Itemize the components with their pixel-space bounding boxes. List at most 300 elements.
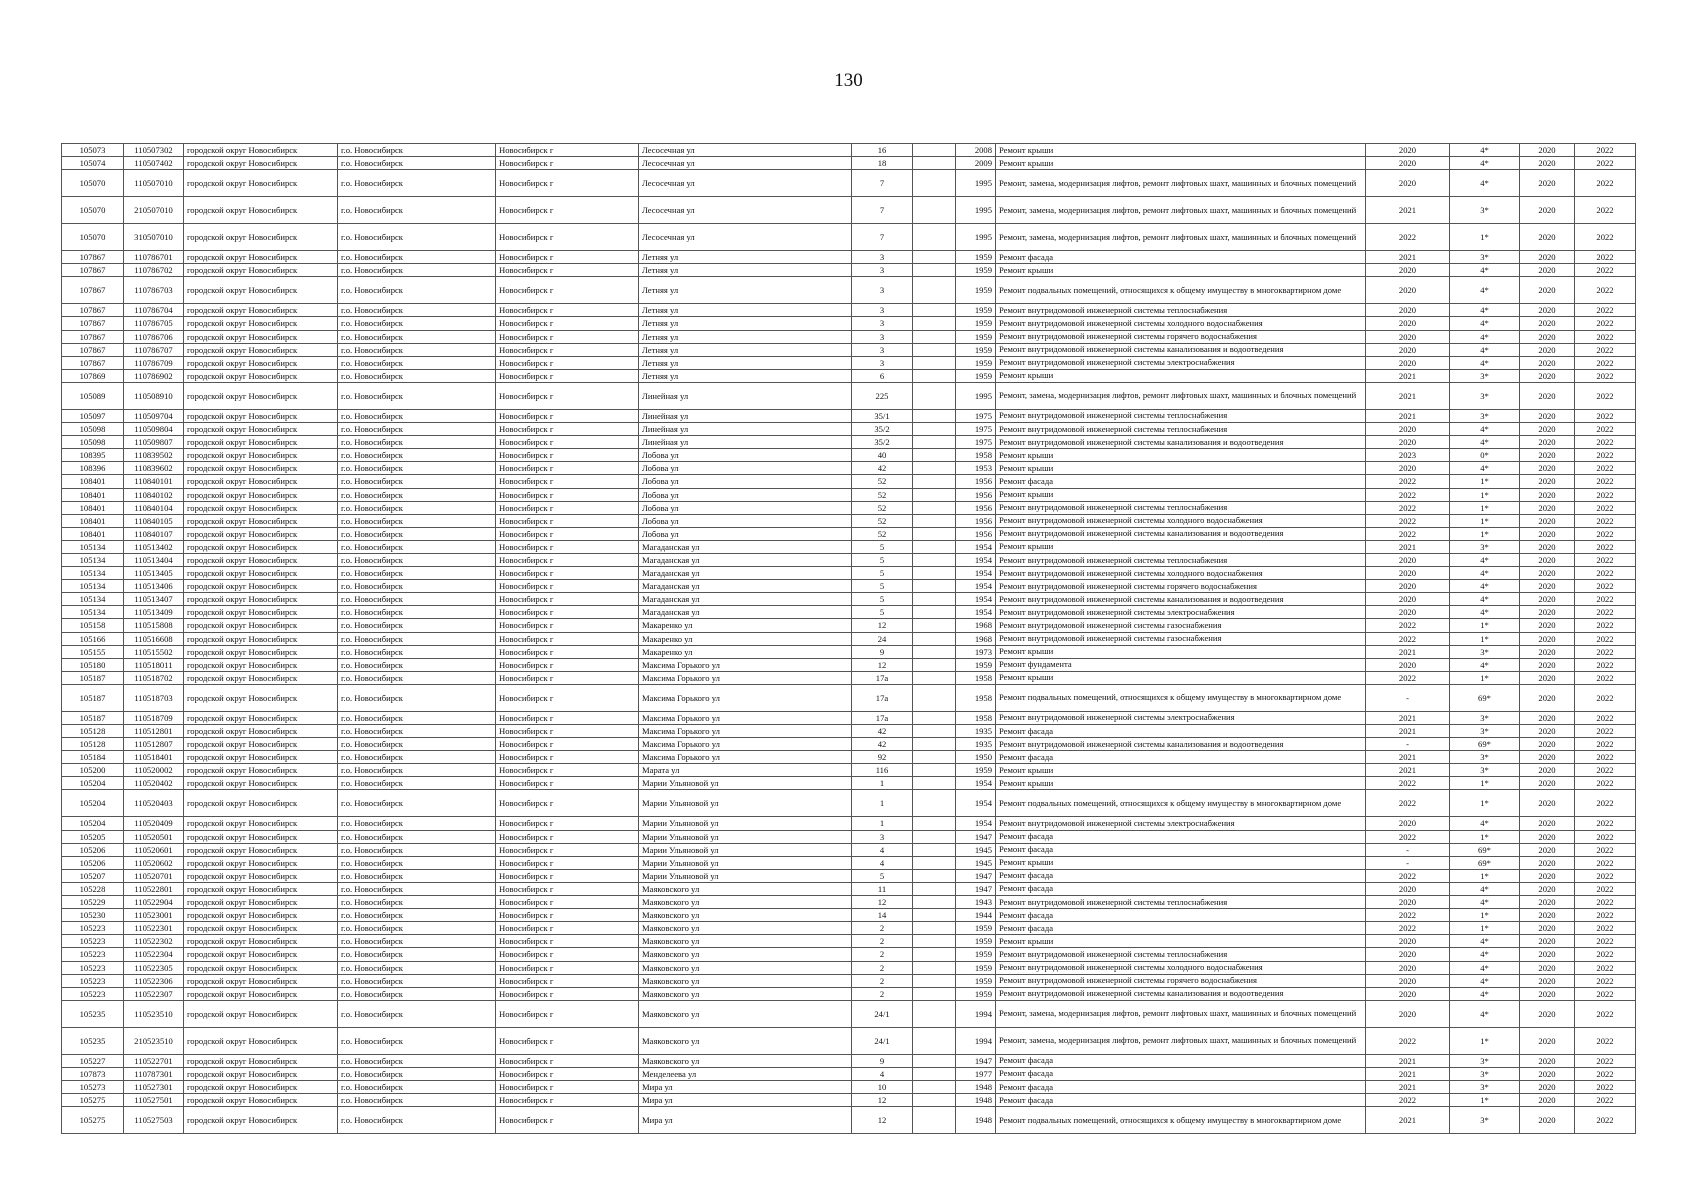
- cell-planned-year: 2021: [1366, 369, 1450, 382]
- cell-work-type: Ремонт крыши: [996, 264, 1366, 277]
- cell-record-id: 110513402: [124, 540, 184, 553]
- cell-work-type: Ремонт внутридомовой инженерной системы теплоснабжения: [996, 409, 1366, 422]
- cell-building-number: 4: [852, 856, 913, 869]
- cell-work-type: Ремонт внутридомовой инженерной системы канализования и водоотведения: [996, 987, 1366, 1000]
- cell-house-id: 105223: [62, 948, 124, 961]
- cell-building-number: 35/1: [852, 409, 913, 422]
- table-row: [62, 777, 1636, 790]
- cell-municipal-district: г.о. Новосибирск: [338, 961, 496, 974]
- cell-planned-year: 2022: [1366, 224, 1450, 251]
- cell-municipality: городской округ Новосибирск: [184, 540, 338, 553]
- cell-locality: Новосибирск г: [496, 1107, 639, 1134]
- cell-planned-year: 2022: [1366, 777, 1450, 790]
- cell-municipal-district: г.о. Новосибирск: [338, 449, 496, 462]
- cell-street: Магаданская ул: [639, 567, 852, 580]
- cell-building-number: 7: [852, 170, 913, 197]
- cell-period-start: 2020: [1520, 974, 1575, 987]
- cell-build-year: 1995: [956, 170, 996, 197]
- cell-record-id: 110513406: [124, 580, 184, 593]
- cell-building-number: 9: [852, 645, 913, 658]
- cell-building-number: 52: [852, 475, 913, 488]
- cell-record-id: 110522801: [124, 882, 184, 895]
- cell-street: Лесосечная ул: [639, 170, 852, 197]
- cell-priority: 3*: [1450, 1054, 1520, 1067]
- cell-municipal-district: г.о. Новосибирск: [338, 251, 496, 264]
- table-row: [62, 896, 1636, 909]
- table-row: [62, 540, 1636, 553]
- cell-work-type: Ремонт крыши: [996, 764, 1366, 777]
- cell-municipality: городской округ Новосибирск: [184, 1094, 338, 1107]
- cell-build-year: 1958: [956, 449, 996, 462]
- cell-planned-year: 2022: [1366, 671, 1450, 684]
- cell-locality: Новосибирск г: [496, 909, 639, 922]
- cell-street: Мира ул: [639, 1107, 852, 1134]
- table-row: [62, 144, 1636, 157]
- cell-build-year: 1935: [956, 738, 996, 751]
- cell-building-letter: [913, 961, 956, 974]
- cell-locality: Новосибирск г: [496, 343, 639, 356]
- cell-locality: Новосибирск г: [496, 369, 639, 382]
- cell-build-year: 1954: [956, 593, 996, 606]
- cell-municipal-district: г.о. Новосибирск: [338, 409, 496, 422]
- table-row: [62, 1067, 1636, 1080]
- cell-planned-year: -: [1366, 856, 1450, 869]
- cell-building-number: 12: [852, 619, 913, 632]
- cell-house-id: 105223: [62, 935, 124, 948]
- cell-record-id: 110516608: [124, 632, 184, 645]
- cell-building-number: 1: [852, 817, 913, 830]
- cell-house-id: 105230: [62, 909, 124, 922]
- cell-municipality: городской округ Новосибирск: [184, 961, 338, 974]
- table-row: [62, 1000, 1636, 1027]
- cell-house-id: 105229: [62, 896, 124, 909]
- cell-period-end: 2022: [1575, 843, 1636, 856]
- cell-record-id: 110515808: [124, 619, 184, 632]
- cell-build-year: 1959: [956, 277, 996, 304]
- cell-street: Марии Ульяновой ул: [639, 856, 852, 869]
- cell-work-type: Ремонт крыши: [996, 369, 1366, 382]
- cell-planned-year: 2022: [1366, 1027, 1450, 1054]
- cell-municipal-district: г.о. Новосибирск: [338, 777, 496, 790]
- cell-build-year: 1959: [956, 264, 996, 277]
- cell-build-year: 1995: [956, 197, 996, 224]
- cell-house-id: 107873: [62, 1067, 124, 1080]
- cell-planned-year: 2020: [1366, 304, 1450, 317]
- cell-work-type: Ремонт, замена, модернизация лифтов, ремонт лифтовых шахт, машинных и блочных помещений: [996, 382, 1366, 409]
- cell-municipality: городской округ Новосибирск: [184, 449, 338, 462]
- cell-period-end: 2022: [1575, 606, 1636, 619]
- cell-record-id: 110839602: [124, 462, 184, 475]
- cell-record-id: 210507010: [124, 197, 184, 224]
- cell-municipal-district: г.о. Новосибирск: [338, 896, 496, 909]
- cell-record-id: 110787301: [124, 1067, 184, 1080]
- cell-priority: 1*: [1450, 527, 1520, 540]
- cell-period-end: 2022: [1575, 277, 1636, 304]
- cell-building-number: 2: [852, 974, 913, 987]
- table-row: [62, 264, 1636, 277]
- table-row: [62, 645, 1636, 658]
- cell-street: Магаданская ул: [639, 593, 852, 606]
- cell-priority: 1*: [1450, 922, 1520, 935]
- cell-municipality: городской округ Новосибирск: [184, 777, 338, 790]
- table-row: [62, 593, 1636, 606]
- cell-locality: Новосибирск г: [496, 170, 639, 197]
- cell-building-letter: [913, 449, 956, 462]
- cell-municipal-district: г.о. Новосибирск: [338, 1094, 496, 1107]
- table-row: [62, 436, 1636, 449]
- cell-work-type: Ремонт крыши: [996, 157, 1366, 170]
- cell-building-letter: [913, 948, 956, 961]
- cell-work-type: Ремонт фасада: [996, 751, 1366, 764]
- cell-municipal-district: г.о. Новосибирск: [338, 277, 496, 304]
- cell-planned-year: 2020: [1366, 277, 1450, 304]
- cell-priority: 3*: [1450, 725, 1520, 738]
- cell-period-start: 2020: [1520, 409, 1575, 422]
- cell-period-end: 2022: [1575, 224, 1636, 251]
- cell-planned-year: 2022: [1366, 619, 1450, 632]
- cell-priority: 3*: [1450, 540, 1520, 553]
- cell-municipal-district: г.о. Новосибирск: [338, 922, 496, 935]
- cell-municipality: городской округ Новосибирск: [184, 330, 338, 343]
- cell-period-start: 2020: [1520, 632, 1575, 645]
- cell-municipality: городской округ Новосибирск: [184, 317, 338, 330]
- cell-house-id: 105134: [62, 593, 124, 606]
- cell-record-id: 110520701: [124, 869, 184, 882]
- cell-build-year: 2009: [956, 157, 996, 170]
- cell-building-number: 5: [852, 606, 913, 619]
- cell-build-year: 1959: [956, 974, 996, 987]
- cell-build-year: 1959: [956, 658, 996, 671]
- cell-period-start: 2020: [1520, 843, 1575, 856]
- cell-build-year: 2008: [956, 144, 996, 157]
- table-row: [62, 157, 1636, 170]
- cell-record-id: 110786704: [124, 304, 184, 317]
- cell-work-type: Ремонт внутридомовой инженерной системы теплоснабжения: [996, 896, 1366, 909]
- cell-street: Летняя ул: [639, 330, 852, 343]
- cell-period-start: 2020: [1520, 606, 1575, 619]
- cell-building-number: 5: [852, 553, 913, 566]
- cell-period-end: 2022: [1575, 751, 1636, 764]
- cell-priority: 1*: [1450, 909, 1520, 922]
- cell-street: Маяковского ул: [639, 935, 852, 948]
- table-row: [62, 909, 1636, 922]
- registry-body: [62, 144, 1636, 1134]
- cell-locality: Новосибирск г: [496, 197, 639, 224]
- cell-street: Лесосечная ул: [639, 224, 852, 251]
- cell-house-id: 105097: [62, 409, 124, 422]
- cell-locality: Новосибирск г: [496, 751, 639, 764]
- table-row: [62, 580, 1636, 593]
- cell-building-number: 4: [852, 843, 913, 856]
- cell-build-year: 1954: [956, 790, 996, 817]
- cell-street: Летняя ул: [639, 369, 852, 382]
- cell-planned-year: 2020: [1366, 974, 1450, 987]
- cell-building-letter: [913, 1094, 956, 1107]
- cell-building-letter: [913, 144, 956, 157]
- cell-building-letter: [913, 671, 956, 684]
- cell-house-id: 105070: [62, 197, 124, 224]
- cell-building-letter: [913, 751, 956, 764]
- cell-house-id: 108401: [62, 514, 124, 527]
- cell-planned-year: 2022: [1366, 488, 1450, 501]
- cell-house-id: 105223: [62, 987, 124, 1000]
- cell-planned-year: 2020: [1366, 462, 1450, 475]
- cell-build-year: 1954: [956, 606, 996, 619]
- cell-municipal-district: г.о. Новосибирск: [338, 948, 496, 961]
- cell-building-letter: [913, 317, 956, 330]
- cell-locality: Новосибирск г: [496, 540, 639, 553]
- cell-locality: Новосибирск г: [496, 593, 639, 606]
- cell-building-letter: [913, 856, 956, 869]
- cell-locality: Новосибирск г: [496, 264, 639, 277]
- cell-street: Маяковского ул: [639, 896, 852, 909]
- cell-period-start: 2020: [1520, 869, 1575, 882]
- table-row: [62, 632, 1636, 645]
- cell-planned-year: 2020: [1366, 896, 1450, 909]
- cell-municipality: городской округ Новосибирск: [184, 764, 338, 777]
- cell-priority: 4*: [1450, 462, 1520, 475]
- cell-locality: Новосибирск г: [496, 961, 639, 974]
- cell-period-end: 2022: [1575, 1027, 1636, 1054]
- table-row: [62, 974, 1636, 987]
- cell-period-start: 2020: [1520, 251, 1575, 264]
- cell-locality: Новосибирск г: [496, 711, 639, 724]
- cell-planned-year: 2021: [1366, 764, 1450, 777]
- cell-priority: 3*: [1450, 1080, 1520, 1093]
- cell-period-start: 2020: [1520, 896, 1575, 909]
- cell-priority: 4*: [1450, 317, 1520, 330]
- cell-record-id: 110786902: [124, 369, 184, 382]
- cell-priority: 4*: [1450, 356, 1520, 369]
- cell-house-id: 107867: [62, 356, 124, 369]
- cell-period-start: 2020: [1520, 527, 1575, 540]
- cell-planned-year: 2020: [1366, 356, 1450, 369]
- cell-period-end: 2022: [1575, 304, 1636, 317]
- cell-municipality: городской округ Новосибирск: [184, 475, 338, 488]
- cell-house-id: 105206: [62, 856, 124, 869]
- cell-street: Летняя ул: [639, 264, 852, 277]
- cell-period-end: 2022: [1575, 593, 1636, 606]
- cell-period-end: 2022: [1575, 909, 1636, 922]
- cell-locality: Новосибирск г: [496, 224, 639, 251]
- table-row: [62, 843, 1636, 856]
- cell-street: Лесосечная ул: [639, 144, 852, 157]
- cell-period-start: 2020: [1520, 790, 1575, 817]
- cell-period-end: 2022: [1575, 790, 1636, 817]
- cell-building-number: 116: [852, 764, 913, 777]
- cell-municipality: городской округ Новосибирск: [184, 369, 338, 382]
- cell-building-number: 5: [852, 593, 913, 606]
- cell-municipality: городской округ Новосибирск: [184, 671, 338, 684]
- cell-street: Линейная ул: [639, 382, 852, 409]
- cell-locality: Новосибирск г: [496, 632, 639, 645]
- cell-record-id: 110840104: [124, 501, 184, 514]
- cell-work-type: Ремонт фасада: [996, 909, 1366, 922]
- cell-locality: Новосибирск г: [496, 449, 639, 462]
- cell-period-end: 2022: [1575, 645, 1636, 658]
- cell-house-id: 105204: [62, 817, 124, 830]
- cell-work-type: Ремонт фасада: [996, 869, 1366, 882]
- cell-municipality: городской округ Новосибирск: [184, 423, 338, 436]
- cell-house-id: 105134: [62, 567, 124, 580]
- cell-build-year: 1954: [956, 777, 996, 790]
- cell-building-number: 10: [852, 1080, 913, 1093]
- cell-period-start: 2020: [1520, 764, 1575, 777]
- cell-building-number: 92: [852, 751, 913, 764]
- cell-record-id: 110507302: [124, 144, 184, 157]
- table-row: [62, 961, 1636, 974]
- cell-street: Максима Горького ул: [639, 725, 852, 738]
- cell-work-type: Ремонт внутридомовой инженерной системы электроснабжения: [996, 711, 1366, 724]
- cell-planned-year: 2020: [1366, 961, 1450, 974]
- cell-building-letter: [913, 157, 956, 170]
- cell-period-start: 2020: [1520, 830, 1575, 843]
- cell-building-number: 42: [852, 462, 913, 475]
- cell-priority: 1*: [1450, 869, 1520, 882]
- cell-building-letter: [913, 369, 956, 382]
- cell-period-end: 2022: [1575, 475, 1636, 488]
- cell-record-id: 110522304: [124, 948, 184, 961]
- cell-locality: Новосибирск г: [496, 922, 639, 935]
- cell-locality: Новосибирск г: [496, 462, 639, 475]
- cell-house-id: 105228: [62, 882, 124, 895]
- cell-building-letter: [913, 725, 956, 738]
- cell-house-id: 105166: [62, 632, 124, 645]
- cell-build-year: 1954: [956, 553, 996, 566]
- cell-street: Магаданская ул: [639, 540, 852, 553]
- cell-period-end: 2022: [1575, 725, 1636, 738]
- cell-building-number: 14: [852, 909, 913, 922]
- cell-record-id: 110512801: [124, 725, 184, 738]
- cell-priority: 1*: [1450, 501, 1520, 514]
- cell-work-type: Ремонт внутридомовой инженерной системы газоснабжения: [996, 619, 1366, 632]
- cell-street: Линейная ул: [639, 409, 852, 422]
- cell-locality: Новосибирск г: [496, 580, 639, 593]
- cell-municipal-district: г.о. Новосибирск: [338, 830, 496, 843]
- cell-municipal-district: г.о. Новосибирск: [338, 514, 496, 527]
- cell-municipality: городской округ Новосибирск: [184, 751, 338, 764]
- cell-priority: 4*: [1450, 277, 1520, 304]
- cell-house-id: 107867: [62, 304, 124, 317]
- cell-record-id: 110518709: [124, 711, 184, 724]
- cell-building-number: 2: [852, 961, 913, 974]
- cell-street: Марии Ульяновой ул: [639, 817, 852, 830]
- cell-work-type: Ремонт внутридомовой инженерной системы теплоснабжения: [996, 948, 1366, 961]
- cell-locality: Новосибирск г: [496, 488, 639, 501]
- cell-period-start: 2020: [1520, 501, 1575, 514]
- cell-building-letter: [913, 197, 956, 224]
- cell-house-id: 105134: [62, 606, 124, 619]
- cell-street: Лобова ул: [639, 462, 852, 475]
- cell-building-number: 225: [852, 382, 913, 409]
- cell-period-end: 2022: [1575, 317, 1636, 330]
- cell-work-type: Ремонт фасада: [996, 882, 1366, 895]
- cell-building-letter: [913, 382, 956, 409]
- cell-period-start: 2020: [1520, 540, 1575, 553]
- cell-period-start: 2020: [1520, 514, 1575, 527]
- cell-house-id: 105273: [62, 1080, 124, 1093]
- cell-municipal-district: г.о. Новосибирск: [338, 1054, 496, 1067]
- cell-period-end: 2022: [1575, 553, 1636, 566]
- cell-work-type: Ремонт, замена, модернизация лифтов, ремонт лифтовых шахт, машинных и блочных помещений: [996, 197, 1366, 224]
- cell-work-type: Ремонт, замена, модернизация лифтов, ремонт лифтовых шахт, машинных и блочных помещений: [996, 1027, 1366, 1054]
- cell-building-number: 2: [852, 948, 913, 961]
- cell-work-type: Ремонт внутридомовой инженерной системы электроснабжения: [996, 606, 1366, 619]
- cell-building-number: 3: [852, 830, 913, 843]
- cell-record-id: 110522701: [124, 1054, 184, 1067]
- cell-street: Лобова ул: [639, 514, 852, 527]
- cell-house-id: 105227: [62, 1054, 124, 1067]
- cell-building-number: 1: [852, 790, 913, 817]
- table-row: [62, 882, 1636, 895]
- cell-record-id: 110522306: [124, 974, 184, 987]
- cell-planned-year: 2020: [1366, 882, 1450, 895]
- cell-building-number: 17а: [852, 684, 913, 711]
- cell-building-number: 5: [852, 869, 913, 882]
- cell-period-end: 2022: [1575, 1107, 1636, 1134]
- cell-building-letter: [913, 684, 956, 711]
- cell-street: Маяковского ул: [639, 987, 852, 1000]
- cell-period-start: 2020: [1520, 817, 1575, 830]
- cell-locality: Новосибирск г: [496, 501, 639, 514]
- cell-street: Макаренко ул: [639, 619, 852, 632]
- cell-house-id: 105134: [62, 540, 124, 553]
- cell-priority: 4*: [1450, 961, 1520, 974]
- cell-street: Максима Горького ул: [639, 711, 852, 724]
- cell-record-id: 110513404: [124, 553, 184, 566]
- cell-building-letter: [913, 909, 956, 922]
- cell-build-year: 1995: [956, 382, 996, 409]
- cell-house-id: 107867: [62, 343, 124, 356]
- cell-municipal-district: г.о. Новосибирск: [338, 593, 496, 606]
- cell-build-year: 1959: [956, 948, 996, 961]
- cell-locality: Новосибирск г: [496, 856, 639, 869]
- cell-building-letter: [913, 974, 956, 987]
- cell-municipal-district: г.о. Новосибирск: [338, 369, 496, 382]
- cell-municipal-district: г.о. Новосибирск: [338, 725, 496, 738]
- table-row: [62, 935, 1636, 948]
- cell-municipality: городской округ Новосибирск: [184, 974, 338, 987]
- cell-priority: 4*: [1450, 935, 1520, 948]
- cell-work-type: Ремонт фасада: [996, 725, 1366, 738]
- cell-street: Марии Ульяновой ул: [639, 830, 852, 843]
- cell-record-id: 110518401: [124, 751, 184, 764]
- table-row: [62, 369, 1636, 382]
- cell-municipality: городской округ Новосибирск: [184, 909, 338, 922]
- cell-building-letter: [913, 645, 956, 658]
- cell-building-letter: [913, 935, 956, 948]
- cell-building-number: 42: [852, 738, 913, 751]
- cell-building-letter: [913, 423, 956, 436]
- cell-building-number: 52: [852, 514, 913, 527]
- cell-work-type: Ремонт, замена, модернизация лифтов, ремонт лифтовых шахт, машинных и блочных помещений: [996, 1000, 1366, 1027]
- cell-house-id: 105206: [62, 843, 124, 856]
- cell-record-id: 110523001: [124, 909, 184, 922]
- cell-build-year: 1953: [956, 462, 996, 475]
- cell-municipality: городской округ Новосибирск: [184, 157, 338, 170]
- cell-municipality: городской округ Новосибирск: [184, 1000, 338, 1027]
- cell-work-type: Ремонт внутридомовой инженерной системы горячего водоснабжения: [996, 580, 1366, 593]
- cell-period-end: 2022: [1575, 330, 1636, 343]
- cell-building-number: 4: [852, 1067, 913, 1080]
- cell-municipal-district: г.о. Новосибирск: [338, 738, 496, 751]
- cell-house-id: 107867: [62, 317, 124, 330]
- cell-municipal-district: г.о. Новосибирск: [338, 423, 496, 436]
- cell-work-type: Ремонт внутридомовой инженерной системы теплоснабжения: [996, 553, 1366, 566]
- cell-street: Макаренко ул: [639, 632, 852, 645]
- cell-locality: Новосибирск г: [496, 514, 639, 527]
- cell-priority: 69*: [1450, 843, 1520, 856]
